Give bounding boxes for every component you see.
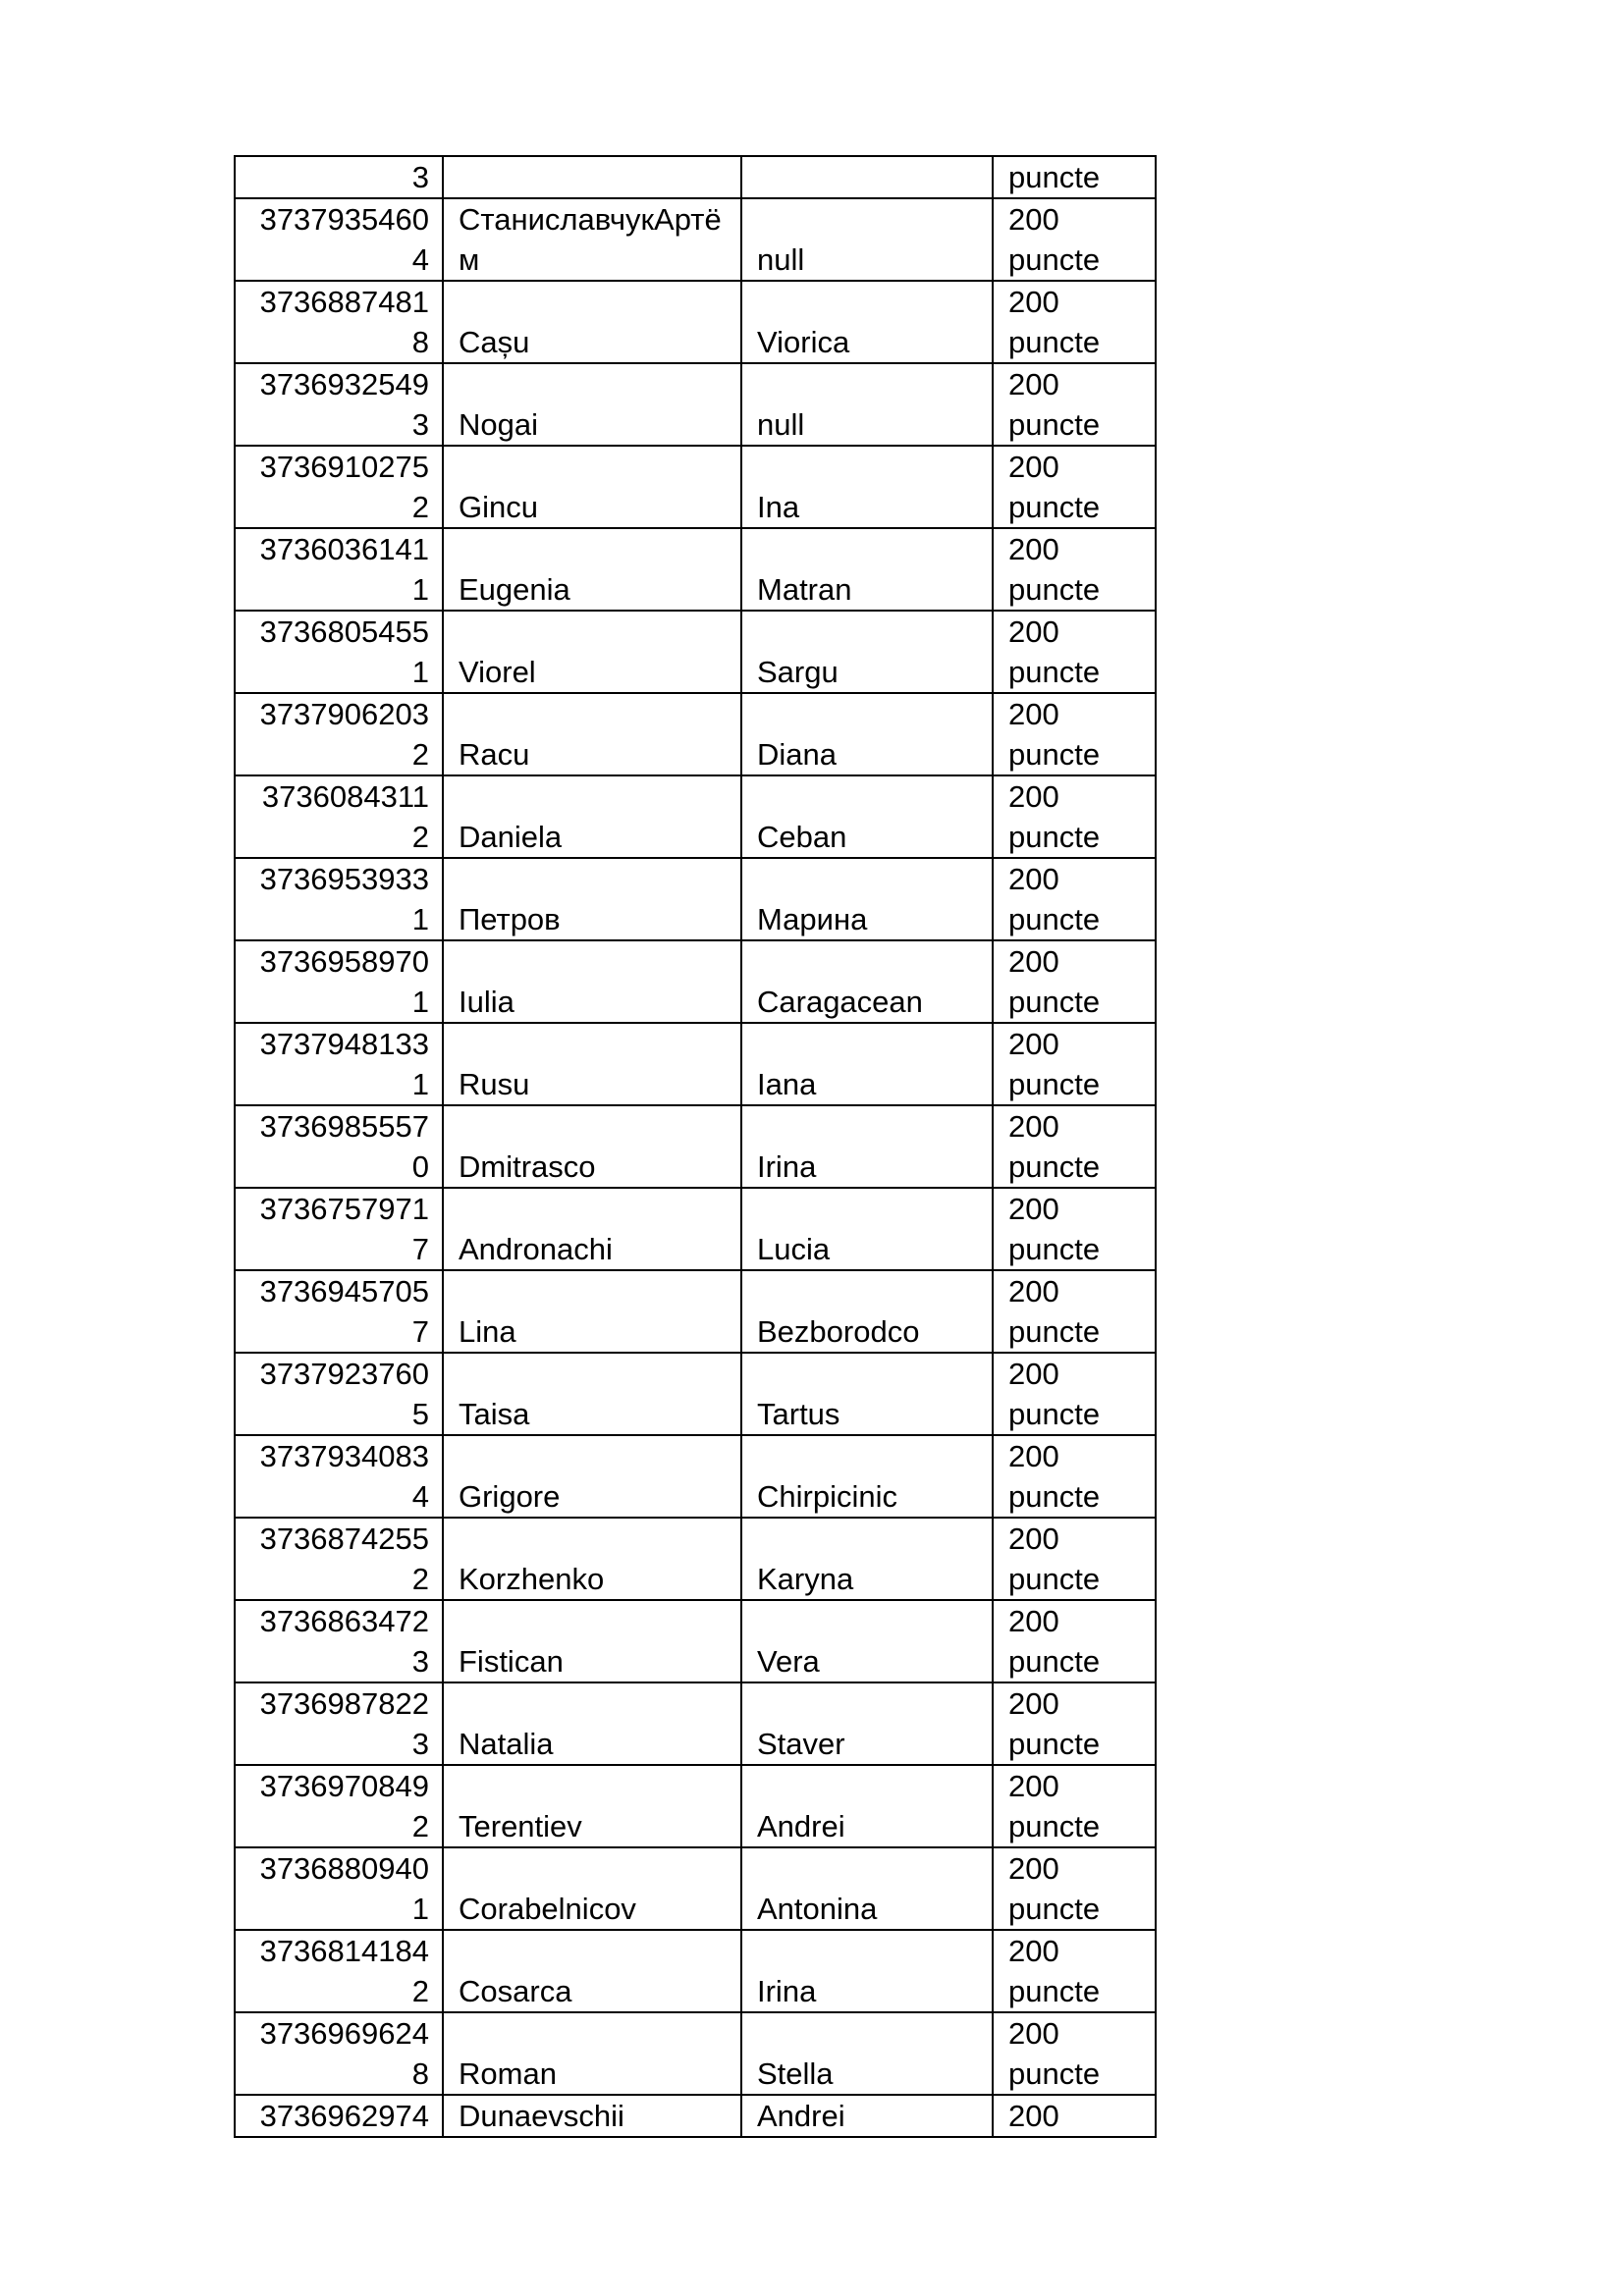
second-name-cell <box>741 1682 993 1765</box>
name-text: Fistican <box>459 1644 564 1679</box>
table-row <box>235 611 1156 693</box>
table-row <box>235 363 1156 446</box>
points-cell <box>993 198 1156 281</box>
second-name-cell <box>741 1847 993 1930</box>
points-value: 200 <box>1008 1357 1059 1391</box>
phone-cell <box>235 1847 443 1930</box>
phone-text-end: 1 <box>411 985 429 1019</box>
points-cell <box>993 1682 1156 1765</box>
phone-text-end: 2 <box>411 1809 429 1843</box>
name-cell <box>443 1682 741 1765</box>
name-text-start <box>444 1683 740 1724</box>
points-value: 200 <box>1008 1934 1059 1968</box>
points-cell <box>993 363 1156 446</box>
phone-text-end: 2 <box>411 490 429 524</box>
points-cell <box>993 940 1156 1023</box>
points-value: 200 <box>1008 2016 1059 2051</box>
second-name-text: Antonina <box>757 1892 878 1926</box>
second-name-cell <box>741 940 993 1023</box>
name-text-start: СтаниславчукАртё <box>459 202 722 237</box>
second-name-cell <box>741 446 993 528</box>
phone-text: 3736953933 <box>259 862 429 896</box>
points-value: 200 <box>1008 367 1059 401</box>
name-cell <box>443 693 741 775</box>
second-name-cell <box>741 2095 993 2137</box>
table-row <box>235 1270 1156 1353</box>
second-name-cell <box>741 1270 993 1353</box>
phone-cell <box>235 611 443 693</box>
points-unit: puncte <box>1008 1479 1101 1514</box>
table-row <box>235 1023 1156 1105</box>
points-value: 200 <box>1008 1686 1059 1721</box>
phone-cell <box>235 1600 443 1682</box>
phone-text: 3736863472 <box>259 1604 429 1638</box>
second-name-cell <box>741 198 993 281</box>
second-name-text: Sargu <box>757 655 839 689</box>
phone-cell <box>235 528 443 611</box>
points-value: 200 <box>1008 1274 1059 1308</box>
second-name-text: Ceban <box>757 820 847 854</box>
name-cell <box>443 1435 741 1518</box>
points-value: 200 <box>1008 285 1059 319</box>
second-name-text: Andrei <box>757 2099 845 2133</box>
phone-text: 3736757971 <box>259 1192 429 1226</box>
name-text: Iulia <box>459 985 514 1019</box>
second-name-cell <box>741 1105 993 1188</box>
name-text-start <box>444 1271 740 1311</box>
phone-text: 3736814184 <box>259 1934 429 1968</box>
points-unit: puncte <box>1008 1727 1101 1761</box>
phone-text-end: 7 <box>411 1314 429 1349</box>
points-unit: puncte <box>1008 1067 1101 1101</box>
second-name-cell <box>741 858 993 940</box>
name-cell <box>443 1023 741 1105</box>
phone-text-end: 2 <box>411 1562 429 1596</box>
name-text-start <box>444 1436 740 1476</box>
phone-cell <box>235 1023 443 1105</box>
phone-cell <box>235 1188 443 1270</box>
points-value: 200 <box>1008 1851 1059 1886</box>
points-unit: puncte <box>1008 1809 1101 1843</box>
phone-text: 3736945705 <box>259 1274 429 1308</box>
phone-text: 3736969624 <box>259 2016 429 2051</box>
table-body <box>235 156 1156 2137</box>
points-value: 200 <box>1008 944 1059 979</box>
points-value: 200 <box>1008 862 1059 896</box>
points-cell <box>993 1105 1156 1188</box>
table-row <box>235 2095 1156 2137</box>
table-row <box>235 940 1156 1023</box>
points-unit: puncte <box>1008 2056 1101 2091</box>
name-text: Dmitrasco <box>459 1149 596 1184</box>
points-unit: puncte <box>1008 1397 1101 1431</box>
second-name-text: Caragacean <box>757 985 923 1019</box>
table-row <box>235 1188 1156 1270</box>
second-name-text: Vera <box>757 1644 820 1679</box>
points-unit: puncte <box>1008 985 1101 1019</box>
name-text-start <box>444 1106 740 1147</box>
second-name-text: Karyna <box>757 1562 854 1596</box>
name-text: Cașu <box>459 325 530 359</box>
name-cell <box>443 281 741 363</box>
second-name-text: Bezborodco <box>757 1314 920 1349</box>
points-cell <box>993 156 1156 198</box>
name-cell <box>443 1518 741 1600</box>
points-value: 200 <box>1008 2099 1059 2133</box>
points-value: 200 <box>1008 202 1059 237</box>
points-unit: puncte <box>1008 902 1101 936</box>
table-row <box>235 693 1156 775</box>
second-name-cell <box>741 775 993 858</box>
points-cell <box>993 1600 1156 1682</box>
phone-text: 3737948133 <box>259 1027 429 1061</box>
second-name-text: Staver <box>757 1727 845 1761</box>
name-text: Cosarca <box>459 1974 572 2008</box>
table-row <box>235 1682 1156 1765</box>
table-row <box>235 528 1156 611</box>
name-cell <box>443 858 741 940</box>
points-unit: puncte <box>1008 1232 1101 1266</box>
name-cell <box>443 446 741 528</box>
table-row <box>235 1353 1156 1435</box>
name-text: Taisa <box>459 1397 530 1431</box>
points-cell <box>993 1188 1156 1270</box>
second-name-text: Iana <box>757 1067 817 1101</box>
points-table <box>234 155 1157 2138</box>
name-text-start <box>444 1766 740 1806</box>
second-name-text: Ina <box>757 490 800 524</box>
name-cell <box>443 1765 741 1847</box>
phone-text: 3736874255 <box>259 1522 429 1556</box>
points-value: 200 <box>1008 1027 1059 1061</box>
phone-cell <box>235 1353 443 1435</box>
name-text-start <box>444 529 740 569</box>
second-name-cell <box>741 693 993 775</box>
phone-text-end: 3 <box>411 407 429 442</box>
phone-cell <box>235 446 443 528</box>
points-cell <box>993 693 1156 775</box>
phone-text-end: 8 <box>411 325 429 359</box>
name-cell <box>443 1188 741 1270</box>
second-name-cell <box>741 363 993 446</box>
second-name-text: Марина <box>757 902 868 936</box>
name-text-start <box>444 1931 740 1971</box>
second-name-cell <box>741 1518 993 1600</box>
phone-cell <box>235 940 443 1023</box>
phone-text-end: 1 <box>411 655 429 689</box>
second-name-text: Stella <box>757 2056 834 2091</box>
table-row <box>235 446 1156 528</box>
points-cell <box>993 1270 1156 1353</box>
phone-text-end: 2 <box>411 737 429 772</box>
phone-text-end: 2 <box>411 820 429 854</box>
points-unit: puncte <box>1008 1149 1101 1184</box>
name-cell <box>443 198 741 281</box>
phone-cell <box>235 198 443 281</box>
phone-cell <box>235 775 443 858</box>
name-cell <box>443 611 741 693</box>
points-value: 200 <box>1008 614 1059 649</box>
second-name-cell <box>741 611 993 693</box>
second-name-text <box>742 157 992 197</box>
points-cell <box>993 1023 1156 1105</box>
name-cell <box>443 1270 741 1353</box>
phone-cell <box>235 1682 443 1765</box>
phone-text: 3736084311 <box>261 779 429 814</box>
name-text-start <box>444 282 740 322</box>
name-text: Eugenia <box>459 572 570 607</box>
phone-text-end: 3 <box>411 1644 429 1679</box>
phone-text: 3736987822 <box>259 1686 429 1721</box>
phone-cell <box>235 2095 443 2137</box>
points-value: 200 <box>1008 1439 1059 1473</box>
second-name-cell <box>741 528 993 611</box>
table-row <box>235 858 1156 940</box>
points-cell <box>993 2012 1156 2095</box>
name-text-start <box>444 1601 740 1641</box>
phone-text: 3736887481 <box>259 285 429 319</box>
table-row <box>235 1600 1156 1682</box>
second-name-text: null <box>757 242 805 277</box>
second-name-text: Andrei <box>757 1809 845 1843</box>
points-unit: puncte <box>1008 737 1101 772</box>
points-cell <box>993 1765 1156 1847</box>
second-name-cell <box>741 1353 993 1435</box>
points-cell <box>993 281 1156 363</box>
phone-text: 3736958970 <box>259 944 429 979</box>
name-text-start <box>444 1189 740 1229</box>
second-name-text: Diana <box>757 737 837 772</box>
phone-cell <box>235 281 443 363</box>
name-text: Daniela <box>459 820 563 854</box>
name-text-start <box>444 694 740 734</box>
second-name-text: Viorica <box>757 325 850 359</box>
name-cell <box>443 2095 741 2137</box>
points-value: 200 <box>1008 1604 1059 1638</box>
points-cell <box>993 446 1156 528</box>
points-value: 200 <box>1008 697 1059 731</box>
phone-text: 3737906203 <box>259 697 429 731</box>
points-unit: puncte <box>1008 160 1101 194</box>
table-row <box>235 1930 1156 2012</box>
name-text-start <box>444 447 740 487</box>
name-text-start <box>444 941 740 982</box>
name-text: Roman <box>459 2056 557 2091</box>
second-name-text: Matran <box>757 572 852 607</box>
name-text: Andronachi <box>459 1232 613 1266</box>
name-text-start <box>444 1024 740 1064</box>
second-name-text: Chirpicinic <box>757 1479 897 1514</box>
name-text: Lina <box>459 1314 516 1349</box>
phone-text: 3736970849 <box>259 1769 429 1803</box>
table-row <box>235 775 1156 858</box>
phone-cell <box>235 1518 443 1600</box>
phone-cell <box>235 1765 443 1847</box>
points-unit: puncte <box>1008 1974 1101 2008</box>
phone-text-end: 0 <box>411 1149 429 1184</box>
points-unit: puncte <box>1008 1562 1101 1596</box>
points-cell <box>993 1518 1156 1600</box>
name-text: Rusu <box>459 1067 530 1101</box>
table-row <box>235 198 1156 281</box>
name-text-start <box>444 612 740 652</box>
points-cell <box>993 1847 1156 1930</box>
phone-text-end: 3 <box>411 160 429 194</box>
phone-cell <box>235 363 443 446</box>
points-value: 200 <box>1008 1192 1059 1226</box>
phone-text-end: 8 <box>411 2056 429 2091</box>
points-cell <box>993 2095 1156 2137</box>
second-name-text: Irina <box>757 1149 817 1184</box>
name-text-start <box>444 1354 740 1394</box>
name-text: Corabelnicov <box>459 1892 636 1926</box>
second-name-text: null <box>757 407 805 442</box>
points-unit: puncte <box>1008 655 1101 689</box>
name-cell <box>443 775 741 858</box>
points-cell <box>993 1435 1156 1518</box>
phone-text-end: 1 <box>411 572 429 607</box>
points-unit: puncte <box>1008 242 1101 277</box>
name-cell <box>443 156 741 198</box>
name-cell <box>443 363 741 446</box>
second-name-text: Tartus <box>757 1397 840 1431</box>
phone-text-end: 1 <box>411 1892 429 1926</box>
points-cell <box>993 611 1156 693</box>
points-cell <box>993 858 1156 940</box>
table-row <box>235 1765 1156 1847</box>
phone-cell <box>235 2012 443 2095</box>
points-cell <box>993 775 1156 858</box>
second-name-cell <box>741 1765 993 1847</box>
points-value: 200 <box>1008 1109 1059 1144</box>
phone-cell <box>235 1435 443 1518</box>
table-row <box>235 1435 1156 1518</box>
phone-text: 3736985557 <box>259 1109 429 1144</box>
name-text: Dunaevschii <box>459 2099 624 2133</box>
second-name-text: Irina <box>757 1974 817 2008</box>
points-unit: puncte <box>1008 572 1101 607</box>
phone-text: 3737923760 <box>259 1357 429 1391</box>
phone-text-end: 4 <box>411 242 429 277</box>
second-name-cell <box>741 1930 993 2012</box>
second-name-cell <box>741 2012 993 2095</box>
points-value: 200 <box>1008 779 1059 814</box>
phone-text-end: 5 <box>411 1397 429 1431</box>
points-value: 200 <box>1008 1522 1059 1556</box>
phone-text-end: 2 <box>411 1974 429 2008</box>
phone-text: 3736932549 <box>259 367 429 401</box>
phone-text: 3736910275 <box>259 450 429 484</box>
points-cell <box>993 1930 1156 2012</box>
table-row <box>235 2012 1156 2095</box>
name-text: Петров <box>459 902 561 936</box>
points-unit: puncte <box>1008 407 1101 442</box>
name-text: Racu <box>459 737 530 772</box>
phone-text-end: 4 <box>411 1479 429 1514</box>
name-cell <box>443 2012 741 2095</box>
name-text-start <box>444 2013 740 2054</box>
name-text: Korzhenko <box>459 1562 605 1596</box>
name-text: Natalia <box>459 1727 554 1761</box>
name-text: Nogai <box>459 407 538 442</box>
points-cell <box>993 1353 1156 1435</box>
phone-text-end: 7 <box>411 1232 429 1266</box>
points-value: 200 <box>1008 1769 1059 1803</box>
table-row <box>235 1518 1156 1600</box>
name-cell <box>443 1847 741 1930</box>
name-text: Viorel <box>459 655 536 689</box>
points-unit: puncte <box>1008 820 1101 854</box>
phone-cell <box>235 1930 443 2012</box>
second-name-cell <box>741 1600 993 1682</box>
points-unit: puncte <box>1008 1892 1101 1926</box>
phone-text: 3736962974 <box>259 2099 429 2133</box>
second-name-cell <box>741 1435 993 1518</box>
points-value: 200 <box>1008 532 1059 566</box>
phone-cell <box>235 1105 443 1188</box>
phone-text: 3736036141 <box>259 532 429 566</box>
name-text-start <box>444 776 740 817</box>
name-text <box>444 157 740 197</box>
name-cell <box>443 1930 741 2012</box>
second-name-cell <box>741 1188 993 1270</box>
points-unit: puncte <box>1008 1644 1101 1679</box>
phone-text: 3737934083 <box>259 1439 429 1473</box>
name-text: Grigore <box>459 1479 561 1514</box>
name-text-start <box>444 1519 740 1559</box>
points-unit: puncte <box>1008 1314 1101 1349</box>
table-row <box>235 1105 1156 1188</box>
phone-text-end: 3 <box>411 1727 429 1761</box>
phone-text: 3736880940 <box>259 1851 429 1886</box>
second-name-cell <box>741 1023 993 1105</box>
table-row <box>235 281 1156 363</box>
second-name-cell <box>741 156 993 198</box>
table-row <box>235 1847 1156 1930</box>
name-text-start <box>444 364 740 404</box>
points-unit: puncte <box>1008 490 1101 524</box>
second-name-text: Lucia <box>757 1232 831 1266</box>
name-text: Terentiev <box>459 1809 582 1843</box>
table-row <box>235 156 1156 198</box>
phone-cell <box>235 1270 443 1353</box>
name-text-start <box>444 1848 740 1889</box>
name-cell <box>443 1600 741 1682</box>
name-text: Gincu <box>459 490 538 524</box>
points-unit: puncte <box>1008 325 1101 359</box>
name-text-start <box>444 859 740 899</box>
name-cell <box>443 1105 741 1188</box>
name-cell <box>443 528 741 611</box>
name-cell <box>443 940 741 1023</box>
name-cell <box>443 1353 741 1435</box>
phone-text-end: 1 <box>411 1067 429 1101</box>
points-cell <box>993 528 1156 611</box>
phone-cell <box>235 858 443 940</box>
phone-text-end: 1 <box>411 902 429 936</box>
points-value: 200 <box>1008 450 1059 484</box>
phone-text: 3737935460 <box>259 202 429 237</box>
phone-text: 3736805455 <box>259 614 429 649</box>
second-name-cell <box>741 281 993 363</box>
name-text: м <box>459 242 480 277</box>
phone-cell <box>235 156 443 198</box>
phone-cell <box>235 693 443 775</box>
